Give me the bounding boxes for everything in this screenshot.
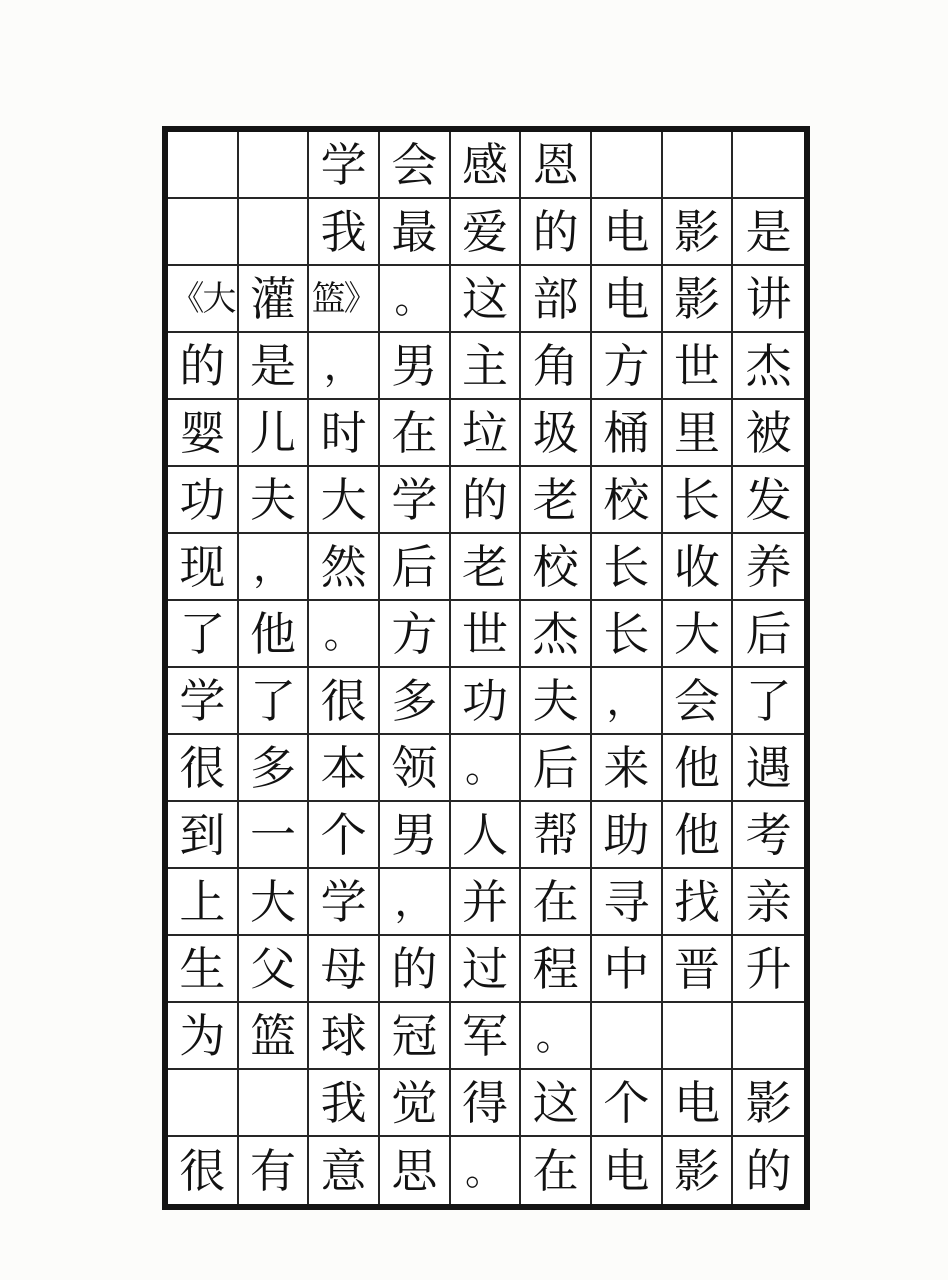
handwritten-character: 功 [179,472,226,527]
grid-cell [168,869,239,936]
handwritten-character: 很 [179,1143,226,1198]
handwritten-character: 觉 [391,1075,438,1130]
grid-cell [239,333,310,400]
handwritten-character: 发 [745,472,792,527]
handwritten-character: 老 [532,472,579,527]
grid-cell [592,735,663,802]
grid-cell [592,802,663,869]
grid-cell [592,601,663,668]
grid-cell [309,467,380,534]
handwritten-character: 篮 [249,1008,296,1063]
handwritten-character: 影 [745,1075,792,1130]
grid-cell [592,1003,663,1070]
handwritten-character: 会 [391,137,438,192]
handwritten-character: 爱 [461,204,508,259]
handwritten-character: 。 [464,744,505,791]
grid-cell [309,735,380,802]
grid-cell [168,802,239,869]
grid-cell [309,199,380,266]
handwritten-character: 升 [745,941,792,996]
handwritten-character: 讲 [745,271,792,326]
handwritten-character: 过 [461,941,508,996]
handwritten-character: 篮》 [311,278,376,319]
grid-cell [380,601,451,668]
grid-cell [309,802,380,869]
handwritten-character: 有 [249,1143,296,1198]
handwritten-character: 世 [673,338,720,393]
grid-cell [451,534,522,601]
handwritten-character: 帮 [532,807,579,862]
handwritten-character: 后 [745,606,792,661]
manuscript-grid [168,132,804,1204]
grid-cell [521,400,592,467]
grid-cell [733,534,804,601]
grid-cell [733,869,804,936]
handwritten-character: 母 [320,941,367,996]
grid-cell [380,735,451,802]
handwritten-character: 冠 [391,1008,438,1063]
grid-cell [592,266,663,333]
handwritten-character: 长 [603,539,650,594]
grid-cell [239,869,310,936]
handwritten-character: 影 [673,271,720,326]
handwritten-character: 生 [179,941,226,996]
handwritten-character: 是 [249,338,296,393]
grid-cell [521,668,592,735]
grid-cell [521,1137,592,1204]
grid-cell [521,1070,592,1137]
handwritten-character: 电 [673,1075,720,1130]
handwritten-character: 影 [673,1143,720,1198]
grid-cell [592,1070,663,1137]
handwritten-character: 《大 [170,278,235,319]
handwritten-character: 助 [603,807,650,862]
grid-cell [521,802,592,869]
grid-cell [168,936,239,1003]
grid-cell [239,199,310,266]
grid-cell [168,400,239,467]
handwritten-character: 球 [320,1008,367,1063]
handwritten-character: 在 [532,1143,579,1198]
grid-cell [663,1137,734,1204]
grid-cell [592,1137,663,1204]
grid-cell [733,735,804,802]
handwritten-character: 大 [249,874,296,929]
handwritten-character: 时 [320,405,367,460]
grid-cell [451,199,522,266]
grid-cell [521,936,592,1003]
handwritten-character: 晋 [673,941,720,996]
handwritten-character: 这 [532,1075,579,1130]
grid-cell [733,668,804,735]
grid-cell [663,400,734,467]
handwritten-character: 意 [320,1143,367,1198]
handwritten-character: 父 [249,941,296,996]
grid-cell [168,467,239,534]
grid-cell [239,1070,310,1137]
handwritten-character: 个 [320,807,367,862]
grid-cell [663,534,734,601]
handwritten-character: 程 [532,941,579,996]
grid-cell [663,802,734,869]
grid-cell [521,467,592,534]
handwritten-character: 角 [532,338,579,393]
grid-cell [380,266,451,333]
grid-cell [521,735,592,802]
grid-cell [239,668,310,735]
handwritten-character: 我 [320,204,367,259]
handwritten-character: 学 [320,137,367,192]
handwritten-character: 夫 [249,472,296,527]
handwritten-character: 会 [673,673,720,728]
grid-cell [168,333,239,400]
grid-cell [380,802,451,869]
grid-cell [451,1137,522,1204]
handwritten-character: 。 [394,275,435,322]
grid-cell [733,266,804,333]
grid-cell [733,400,804,467]
handwritten-character: 来 [603,740,650,795]
grid-cell [451,467,522,534]
handwritten-character: 一 [249,807,296,862]
grid-cell [663,735,734,802]
handwritten-character: 长 [603,606,650,661]
handwritten-character: 亲 [745,874,792,929]
handwritten-character: 杰 [745,338,792,393]
handwritten-character: 恩 [532,137,579,192]
handwritten-character: 到 [179,807,226,862]
handwritten-character: 学 [391,472,438,527]
handwritten-character: 学 [320,874,367,929]
grid-cell [451,936,522,1003]
handwritten-character: 大 [673,606,720,661]
grid-cell [451,400,522,467]
grid-cell [451,601,522,668]
grid-cell [239,132,310,199]
handwritten-character: 上 [179,874,226,929]
handwritten-character: 功 [461,673,508,728]
handwritten-character: 他 [249,606,296,661]
handwritten-character: 多 [249,740,296,795]
grid-cell [592,400,663,467]
handwritten-character: 考 [745,807,792,862]
grid-cell [309,534,380,601]
grid-cell [521,1003,592,1070]
grid-cell [451,266,522,333]
handwritten-character: 杰 [532,606,579,661]
grid-cell [168,534,239,601]
grid-cell [239,467,310,534]
grid-cell [239,601,310,668]
handwritten-character: ， [252,543,293,590]
handwritten-character: 。 [535,1012,576,1059]
grid-cell [733,1003,804,1070]
handwritten-character: 长 [673,472,720,527]
grid-cell [451,132,522,199]
grid-cell [380,199,451,266]
handwritten-character: 感 [461,137,508,192]
grid-cell [239,802,310,869]
grid-cell [451,802,522,869]
handwritten-character: 夫 [532,673,579,728]
grid-cell [168,266,239,333]
grid-cell [309,1070,380,1137]
handwritten-character: 校 [603,472,650,527]
grid-cell [309,1137,380,1204]
handwritten-character: 大 [320,472,367,527]
handwritten-character: 养 [745,539,792,594]
grid-cell [733,333,804,400]
handwritten-character: 现 [179,539,226,594]
handwritten-character: 思 [391,1143,438,1198]
handwritten-character: 然 [320,539,367,594]
grid-cell [663,467,734,534]
grid-cell [380,333,451,400]
manuscript-grid-sheet [162,126,810,1210]
handwritten-character: 的 [461,472,508,527]
handwritten-character: 本 [320,740,367,795]
handwritten-character: ， [394,878,435,925]
grid-cell [521,601,592,668]
grid-cell [168,132,239,199]
grid-cell [380,1137,451,1204]
grid-cell [663,668,734,735]
grid-cell [239,534,310,601]
grid-cell [733,1070,804,1137]
handwritten-character: 收 [673,539,720,594]
grid-cell [380,132,451,199]
grid-cell [168,1070,239,1137]
grid-cell [309,266,380,333]
grid-cell [380,668,451,735]
handwritten-character: 人 [461,807,508,862]
handwritten-character: 。 [323,610,364,657]
handwritten-character: 男 [391,338,438,393]
grid-cell [451,668,522,735]
grid-cell [592,668,663,735]
handwritten-character: 校 [532,539,579,594]
handwritten-character: 找 [673,874,720,929]
grid-cell [451,333,522,400]
grid-cell [451,869,522,936]
handwritten-character: 圾 [532,405,579,460]
grid-cell [592,467,663,534]
grid-cell [380,869,451,936]
grid-cell [380,936,451,1003]
handwritten-character: 并 [461,874,508,929]
handwritten-character: 的 [179,338,226,393]
grid-cell [521,333,592,400]
handwritten-character: 的 [391,941,438,996]
grid-cell [592,936,663,1003]
grid-cell [521,869,592,936]
grid-cell [168,1137,239,1204]
handwritten-character: 遇 [745,740,792,795]
grid-cell [309,400,380,467]
handwritten-character: 被 [745,405,792,460]
handwritten-character: 灌 [249,271,296,326]
handwritten-character: ， [323,342,364,389]
grid-cell [309,869,380,936]
handwritten-character: 了 [249,673,296,728]
grid-cell [521,266,592,333]
handwritten-character: 方 [391,606,438,661]
grid-cell [663,869,734,936]
grid-cell [380,467,451,534]
grid-cell [592,534,663,601]
grid-cell [309,601,380,668]
grid-cell [733,132,804,199]
handwritten-character: 部 [532,271,579,326]
grid-cell [451,1070,522,1137]
handwritten-character: 世 [461,606,508,661]
grid-cell [733,802,804,869]
handwritten-character: 我 [320,1075,367,1130]
handwritten-character: 学 [179,673,226,728]
handwritten-character: 电 [603,1143,650,1198]
grid-cell [239,735,310,802]
grid-cell [309,132,380,199]
handwritten-character: 了 [745,673,792,728]
grid-cell [380,534,451,601]
grid-cell [733,936,804,1003]
handwritten-character: 最 [391,204,438,259]
handwritten-character: 这 [461,271,508,326]
grid-cell [309,1003,380,1070]
grid-cell [309,333,380,400]
handwritten-character: 后 [532,740,579,795]
handwritten-character: 儿 [249,405,296,460]
grid-cell [380,1003,451,1070]
handwritten-character: 垃 [461,405,508,460]
grid-cell [663,199,734,266]
handwritten-character: 电 [603,204,650,259]
grid-cell [239,400,310,467]
handwritten-character: 在 [391,405,438,460]
grid-cell [663,1070,734,1137]
grid-cell [168,1003,239,1070]
handwritten-character: 他 [673,740,720,795]
grid-cell [592,199,663,266]
grid-cell [380,1070,451,1137]
handwritten-character: 。 [464,1147,505,1194]
handwritten-character: 很 [179,740,226,795]
handwritten-character: ， [606,677,647,724]
grid-cell [733,467,804,534]
handwritten-character: 老 [461,539,508,594]
grid-cell [380,400,451,467]
grid-cell [451,1003,522,1070]
handwritten-character: 桶 [603,405,650,460]
grid-cell [733,199,804,266]
grid-cell [521,534,592,601]
handwritten-character: 寻 [603,874,650,929]
grid-cell [592,132,663,199]
grid-cell [451,735,522,802]
grid-cell [168,601,239,668]
grid-cell [521,132,592,199]
handwritten-character: 中 [603,941,650,996]
grid-cell [733,601,804,668]
grid-cell [663,132,734,199]
handwritten-character: 很 [320,673,367,728]
handwritten-character: 是 [745,204,792,259]
grid-cell [168,668,239,735]
grid-cell [663,601,734,668]
grid-cell [239,1003,310,1070]
grid-cell [309,668,380,735]
grid-cell [521,199,592,266]
handwritten-character: 方 [603,338,650,393]
handwritten-character: 婴 [179,405,226,460]
handwritten-character: 了 [179,606,226,661]
handwritten-character: 的 [532,204,579,259]
grid-cell [663,1003,734,1070]
handwritten-character: 男 [391,807,438,862]
grid-cell [733,1137,804,1204]
handwritten-character: 影 [673,204,720,259]
grid-cell [309,936,380,1003]
handwritten-character: 他 [673,807,720,862]
handwritten-character: 后 [391,539,438,594]
handwritten-character: 主 [461,338,508,393]
handwritten-character: 个 [603,1075,650,1130]
grid-cell [239,266,310,333]
handwritten-character: 为 [179,1008,226,1063]
grid-cell [239,936,310,1003]
grid-cell [663,333,734,400]
handwritten-character: 多 [391,673,438,728]
grid-cell [592,333,663,400]
grid-cell [168,735,239,802]
handwritten-character: 里 [673,405,720,460]
handwritten-character: 军 [461,1008,508,1063]
grid-cell [663,266,734,333]
grid-cell [592,869,663,936]
handwritten-character: 在 [532,874,579,929]
handwritten-character: 得 [461,1075,508,1130]
handwritten-character: 领 [391,740,438,795]
grid-cell [663,936,734,1003]
grid-cell [239,1137,310,1204]
handwritten-character: 的 [745,1143,792,1198]
handwritten-character: 电 [603,271,650,326]
grid-cell [168,199,239,266]
